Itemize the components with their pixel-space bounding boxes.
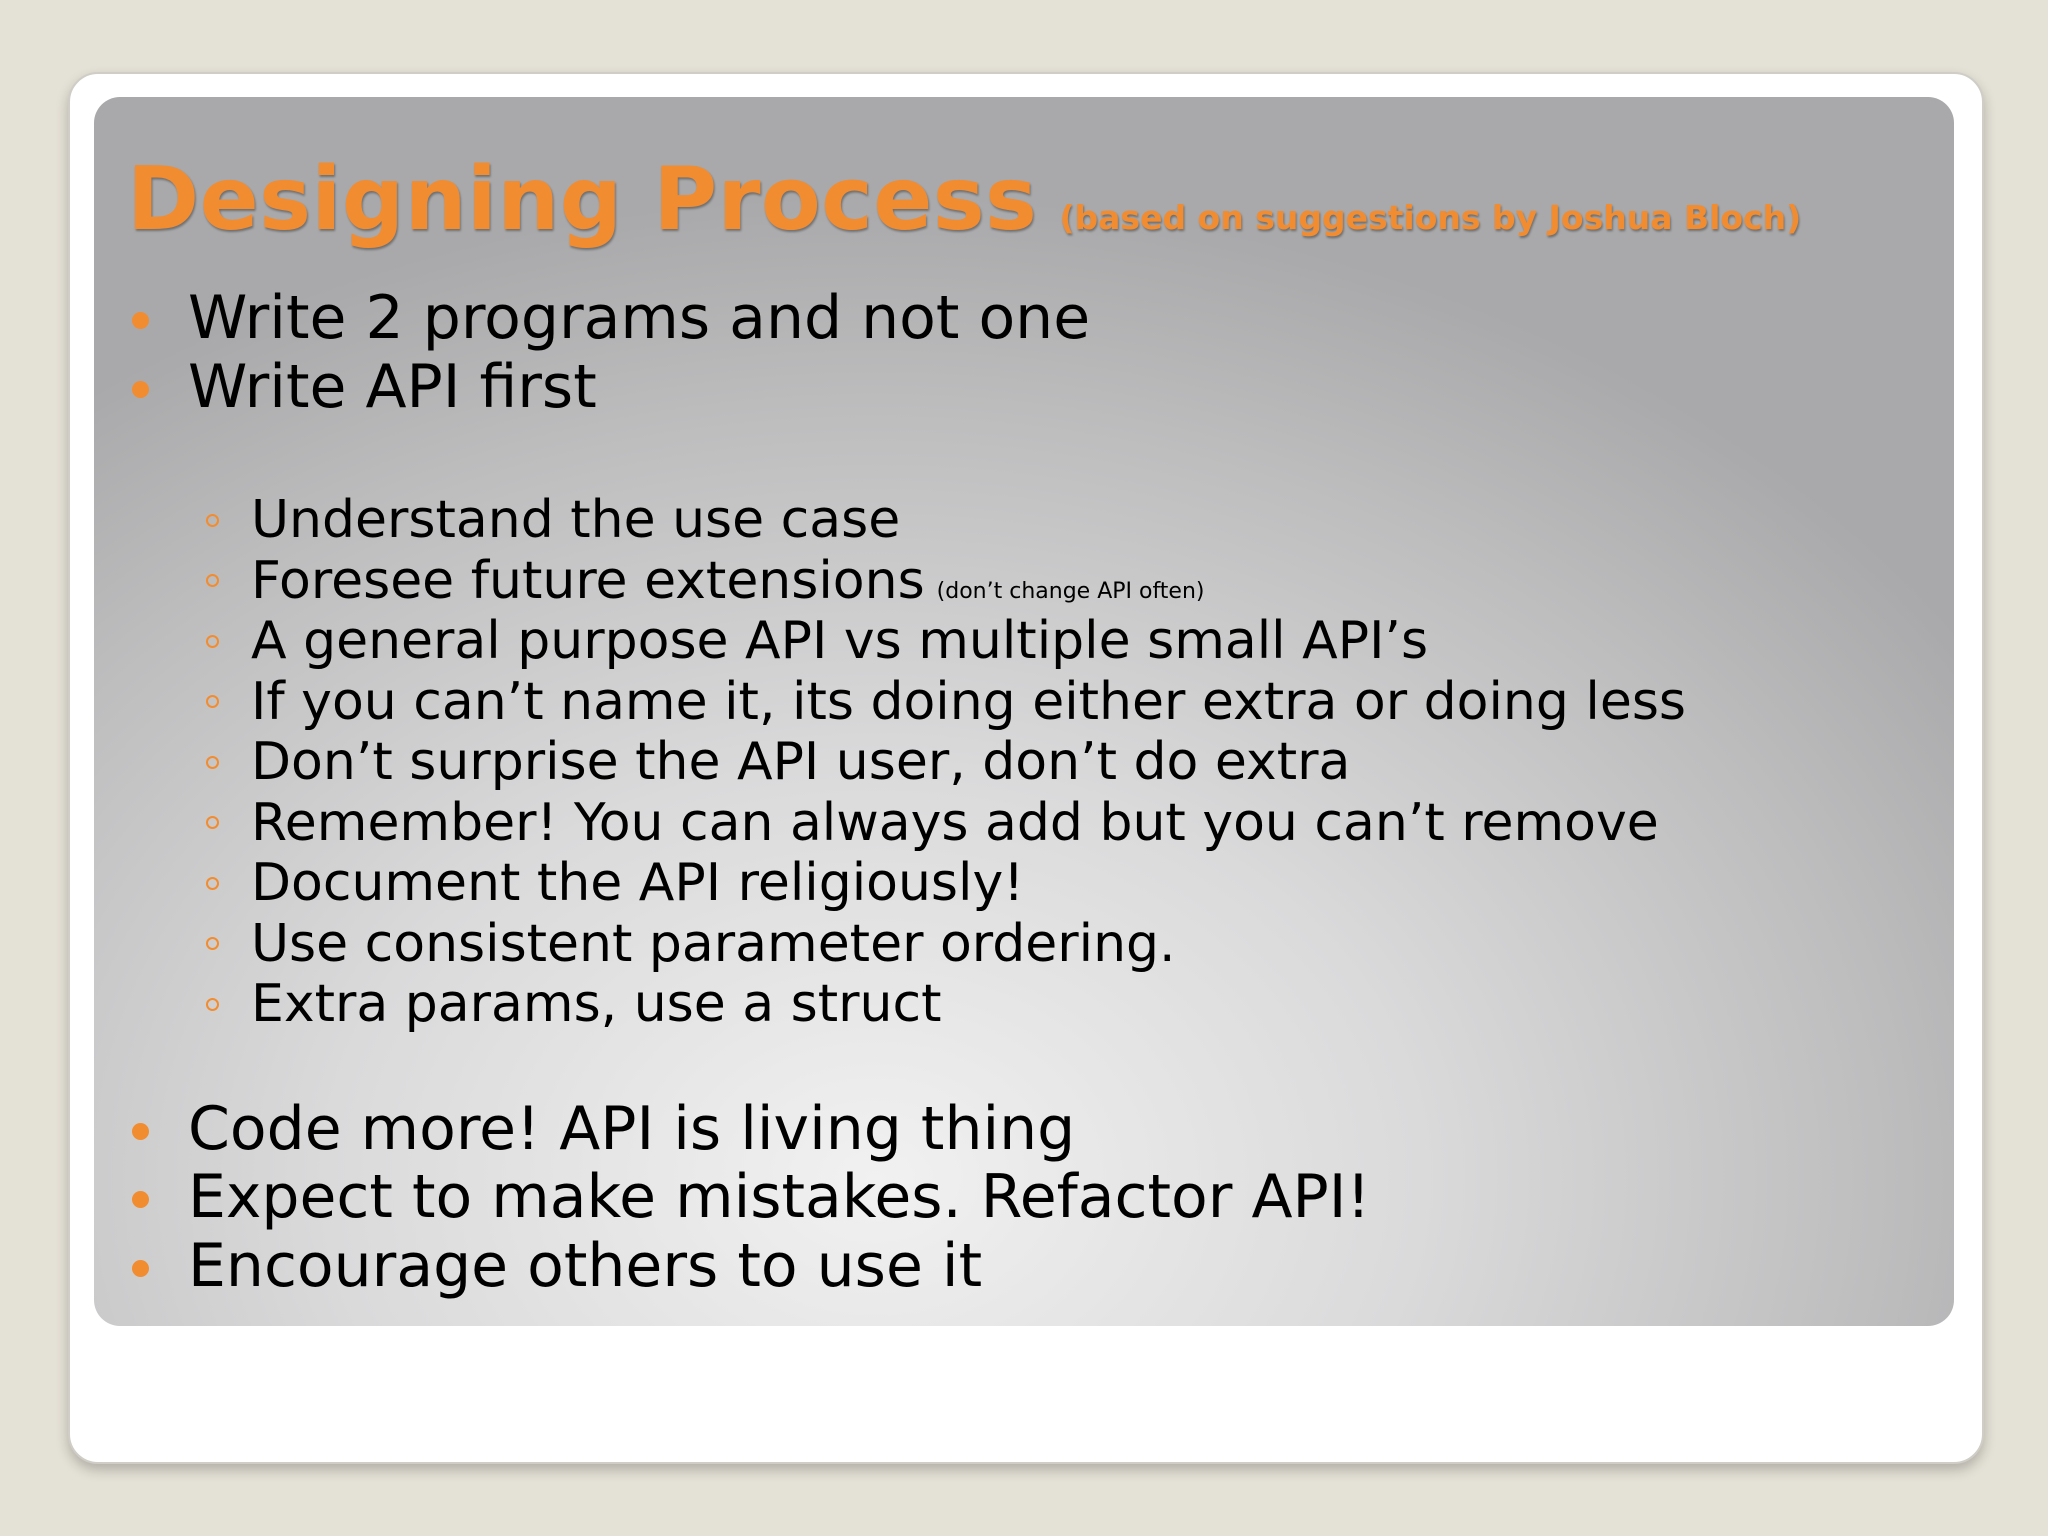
sub-bullet-ring-icon xyxy=(206,635,219,648)
bullet-dot-icon xyxy=(132,1191,149,1208)
sub-bullet-item: Don’t surprise the API user, don’t do extra xyxy=(251,732,1351,792)
sub-bullet-ring-icon xyxy=(206,574,219,587)
sub-bullet-item xyxy=(251,551,1205,611)
bullet-item: Write API first xyxy=(188,352,597,422)
sub-bullet-ring-icon xyxy=(206,937,219,950)
sub-bullet-ring-icon xyxy=(206,514,219,527)
sub-bullet-ring-icon xyxy=(206,877,219,890)
bullet-dot-icon xyxy=(132,381,149,398)
sub-bullet-item: Remember! You can always add but you can’t remove xyxy=(251,793,1659,853)
sub-bullet-item: Use consistent parameter ordering. xyxy=(251,914,1176,974)
title-text: Designing Process xyxy=(127,148,1038,250)
title-subtitle: (based on suggestions by Joshua Bloch) xyxy=(1059,198,1802,237)
bullet-dot-icon xyxy=(132,312,149,329)
sub-bullet-ring-icon xyxy=(206,998,219,1011)
bullet-item: Expect to make mistakes. Refactor API! xyxy=(188,1162,1371,1232)
sub-bullet-item: A general purpose API vs multiple small API’s xyxy=(251,611,1429,671)
bullet-item: Code more! API is living thing xyxy=(188,1094,1076,1164)
sub-bullet-text: Foresee future extensions xyxy=(251,551,925,611)
bullet-item: Write 2 programs and not one xyxy=(188,283,1091,353)
sub-bullet-item: If you can’t name it, its doing either extra or doing less xyxy=(251,672,1687,732)
bullet-dot-icon xyxy=(132,1260,149,1277)
sub-bullet-ring-icon xyxy=(206,695,219,708)
bullet-dot-icon xyxy=(132,1123,149,1140)
sub-bullet-item: Extra params, use a struct xyxy=(251,974,942,1034)
sub-bullet-ring-icon xyxy=(206,756,219,769)
bullet-item: Encourage others to use it xyxy=(188,1231,983,1301)
sub-bullet-item: Understand the use case xyxy=(251,490,901,550)
sub-bullet-ring-icon xyxy=(206,816,219,829)
sub-bullet-note: (don’t change API often) xyxy=(936,579,1205,604)
sub-bullet-item: Document the API religiously! xyxy=(251,853,1025,913)
